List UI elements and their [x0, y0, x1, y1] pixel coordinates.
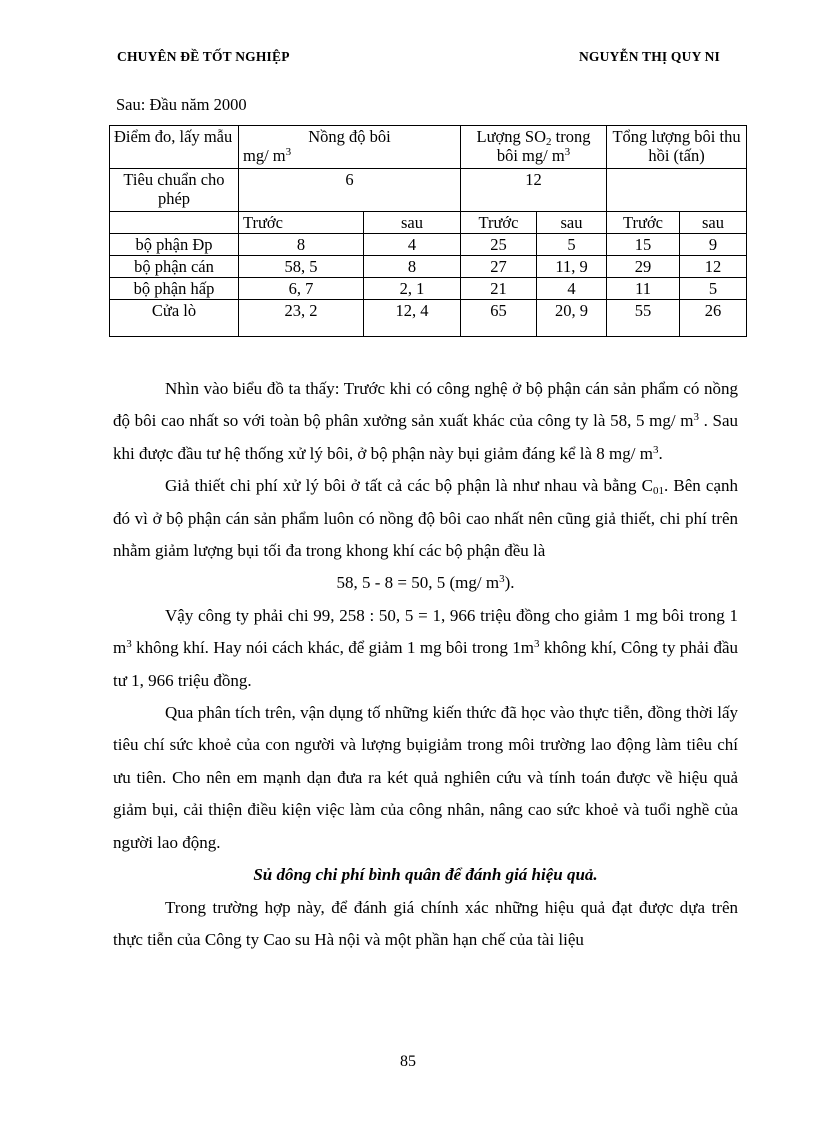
p1-sup-1: 3 — [693, 411, 699, 424]
body-text — [113, 373, 738, 956]
table-row — [110, 278, 747, 300]
p3-text-a: Vậy công ty phải chi 99, 258 : 50, 5 = 1, 966 triệu đồng cho giảm 1 mg bôi trong 1 m — [113, 605, 738, 658]
standard-dust: 6 — [239, 169, 461, 212]
before-after-row — [110, 212, 747, 234]
so2-before: 21 — [461, 278, 537, 300]
dust-before: 58, 5 — [239, 256, 364, 278]
total-after: 5 — [680, 278, 747, 300]
header-sampling-point: Điểm đo, lấy mẫu — [110, 126, 239, 169]
standard-so2: 12 — [461, 169, 607, 212]
header-so2-sub: 2 — [546, 136, 552, 148]
dust-after: 8 — [364, 256, 461, 278]
table-row — [110, 300, 747, 337]
dust-before: 8 — [239, 234, 364, 256]
p3-text-c: không khí, Công ty phải đầu tư 1, 966 triệu đồng. — [113, 638, 738, 690]
running-header-left: CHUYÊN ĐỀ TỐT NGHIỆP — [117, 49, 290, 64]
p2-text-b: . Bên cạnh đó vì ở bộ phận cán sản phẩm luôn có nồng độ bôi cao nhất nên cũng giả thiết, chi phí trên nhằm giảm lượng bụi tối đa trong khong khí các bộ phận đều là — [113, 476, 738, 561]
formula-sup: 3 — [499, 573, 505, 586]
dust-before-label: Trước — [239, 212, 364, 234]
p3-sup-2: 3 — [533, 638, 540, 651]
total-before: 15 — [607, 234, 680, 256]
p3-text-b: không khí. Hay nói cách khác, để giảm 1 mg bôi trong 1m — [131, 638, 534, 658]
paragraph-2 — [113, 470, 738, 567]
so2-after: 11, 9 — [537, 256, 607, 278]
formula-text-b: ). — [504, 573, 515, 593]
header-so2-amount — [461, 126, 607, 169]
header-dust-concentration — [239, 126, 461, 169]
formula — [113, 567, 738, 599]
header-dust-sup: 3 — [285, 146, 292, 158]
header-so2-a: Lượng SO — [476, 127, 546, 146]
header-dust-line1: Nồng độ bôi — [308, 127, 391, 146]
standard-row — [110, 169, 747, 212]
so2-before: 27 — [461, 256, 537, 278]
so2-before-label: Trước — [461, 212, 537, 234]
row-name: bộ phận cán — [110, 256, 239, 278]
total-before: 29 — [607, 256, 680, 278]
header-dust-line2 — [243, 146, 456, 165]
table-header-row — [110, 126, 747, 169]
total-before-label: Trước — [607, 212, 680, 234]
table-row — [110, 234, 747, 256]
page-number: 85 — [400, 1053, 416, 1070]
total-after: 9 — [680, 234, 747, 256]
row-name: bộ phận Đp — [110, 234, 239, 256]
total-after-label: sau — [680, 212, 747, 234]
header-dust-unit: mg/ m — [243, 146, 286, 165]
total-before: 11 — [607, 278, 680, 300]
table-row — [110, 256, 747, 278]
total-before: 55 — [607, 300, 680, 337]
row-name: Cửa lò — [110, 300, 239, 337]
dust-before: 6, 7 — [239, 278, 364, 300]
so2-before: 25 — [461, 234, 537, 256]
total-after: 12 — [680, 256, 747, 278]
dust-after: 4 — [364, 234, 461, 256]
dust-after: 2, 1 — [364, 278, 461, 300]
standard-label: Tiêu chuẩn cho phép — [110, 169, 239, 212]
dust-after: 12, 4 — [364, 300, 461, 337]
p1-text-a: Nhìn vào biểu đồ ta thấy: Trước khi có công nghệ ở bộ phận cán sản phẩm có nồng độ bôi cao nhất so với toàn bộ phân xưởng sản xuất khác của công ty là 58, 5 mg/ m — [113, 379, 738, 431]
paragraph-4: Qua phân tích trên, vận dụng tố những kiến thức đã học vào thực tiễn, đồng thời lấy tiêu chí sức khoẻ của con người và lượng bụigiảm trong môi trường lao động làm tiêu chí ưu tiên. Cho nên em mạnh dạn đưa ra két quả nghiên cứu và tính toán được về hiệu quả giảm bụi, cải thiện điều kiện việc làm của công nhân, nâng cao sức khoẻ và tuổi nghề của người lao động. — [113, 703, 738, 852]
so2-after: 20, 9 — [537, 300, 607, 337]
p3-sup-1: 3 — [126, 638, 132, 651]
header-so2-b: trong bôi mg/ m — [496, 127, 591, 165]
standard-total — [607, 169, 747, 212]
section-subheading: Sủ dông chi phí bình quân để đánh giá hiệu quả. — [253, 865, 598, 885]
row-name: bộ phận hấp — [110, 278, 239, 300]
paragraph-3 — [113, 600, 738, 697]
p2-sub: 01 — [653, 485, 664, 498]
so2-after-label: sau — [537, 212, 607, 234]
paragraph-1 — [113, 373, 738, 470]
running-header-right: NGUYỄN THỊ QUY NI — [578, 49, 720, 64]
so2-after: 4 — [537, 278, 607, 300]
empty-cell — [110, 212, 239, 234]
header-so2-sup: 3 — [564, 146, 571, 158]
p1-text-b: . Sau khi được đầu tư hệ thống xử lý bôi, ở bộ phận này bụi giảm đáng kể là 8 mg/ m — [113, 411, 738, 463]
total-after: 26 — [680, 300, 747, 337]
table-caption: Sau: Đầu năm 2000 — [116, 95, 247, 114]
p1-sup-2: 3 — [652, 443, 659, 456]
p2-text-a: Giả thiết chi phí xử lý bôi ở tất cả các bộ phận là như nhau và bằng C — [165, 476, 653, 496]
so2-after: 5 — [537, 234, 607, 256]
header-total-dust: Tổng lượng bôi thu hồi (tấn) — [607, 126, 747, 169]
formula-text-a: 58, 5 - 8 = 50, 5 (mg/ m — [336, 573, 500, 593]
so2-before: 65 — [461, 300, 537, 337]
dust-after-label: sau — [364, 212, 461, 234]
dust-before: 23, 2 — [239, 300, 364, 337]
dust-measurement-table — [109, 125, 747, 337]
paragraph-5: Trong trường hợp này, để đánh giá chính xác những hiệu quả đạt được dựa trên thực tiễn của Công ty Cao su Hà nội và một phần hạn chế của tài liệu — [113, 897, 738, 949]
p1-text-c: . — [658, 443, 663, 463]
